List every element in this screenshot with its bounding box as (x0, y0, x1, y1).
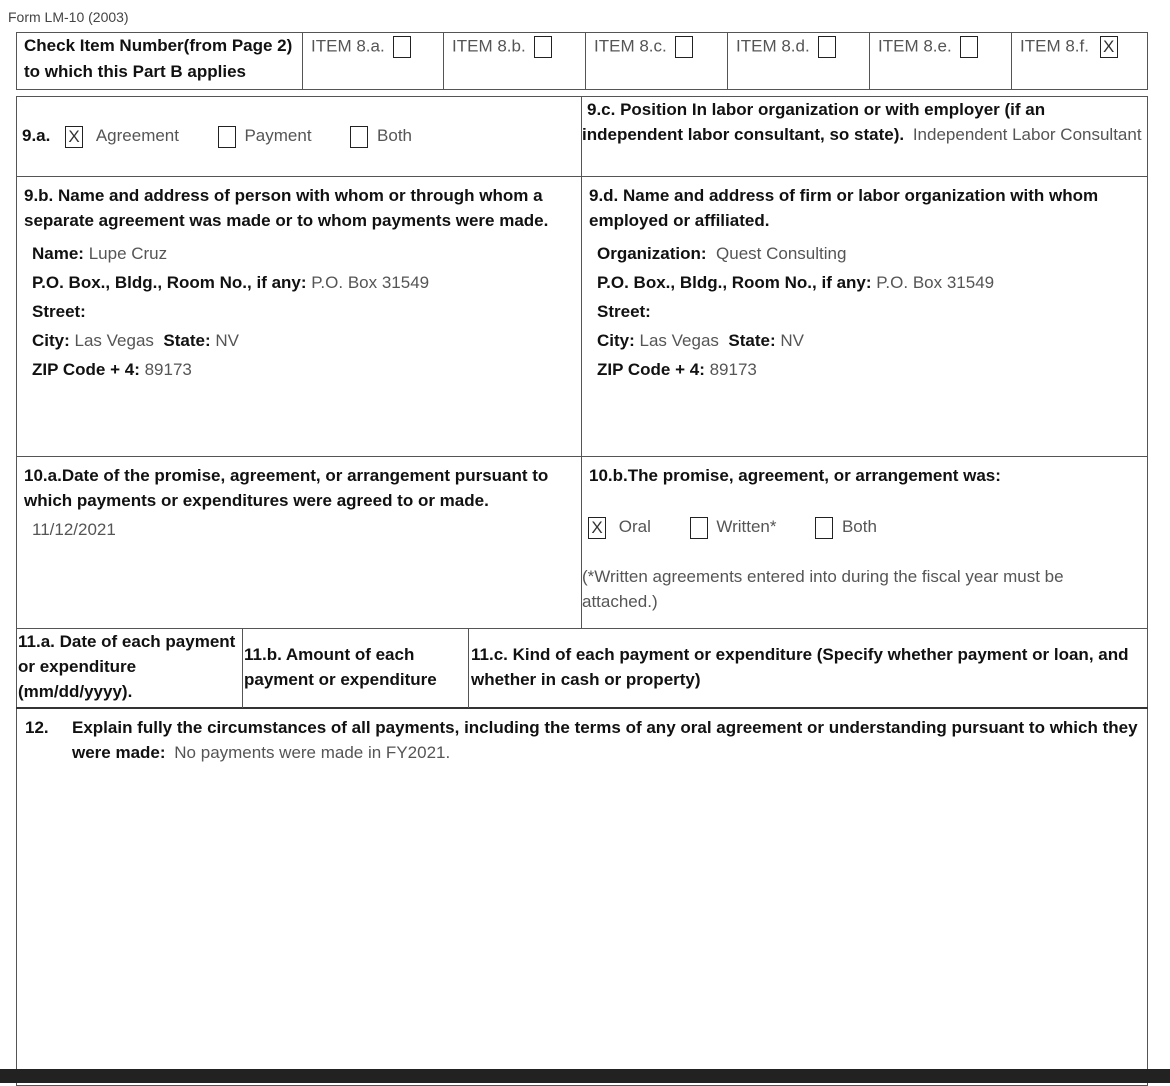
s10b-num: 10.b. (589, 466, 628, 485)
item-8f-checkbox[interactable]: X (1100, 36, 1118, 58)
item-8c-checkbox[interactable] (675, 36, 693, 58)
s10a-num: 10.a. (24, 466, 62, 485)
s9d-zip-value: 89173 (709, 360, 757, 379)
s9b-pobox-value: P.O. Box 31549 (311, 273, 430, 292)
item-8b-checkbox[interactable] (534, 36, 552, 58)
s9d-city-label: City: (597, 331, 635, 350)
item-8f (1011, 33, 1148, 89)
s12-label: Explain fully the circumstances of all payments, including the terms of any oral agreement or understanding pursuant to which they were made: (72, 718, 1138, 762)
s10b-options (588, 512, 877, 541)
s9d-street-label: Street: (597, 302, 651, 321)
divider-v-11b (468, 628, 469, 708)
s9d-label: 9.d. Name and address of firm or labor organization with whom employed or affiliated. (589, 186, 1099, 230)
s10a-value: 11/12/2021 (32, 520, 116, 539)
section-12 (72, 715, 1142, 765)
s9b-name-label: Name: (32, 244, 84, 263)
agreement-checkbox[interactable]: X (65, 126, 83, 148)
item-8d-checkbox[interactable] (818, 36, 836, 58)
s9d-fields (597, 239, 994, 384)
both-checkbox-9a[interactable] (350, 126, 368, 148)
payment-label: Payment (244, 126, 312, 145)
form-label: Form LM-10 (2003) (8, 9, 129, 25)
item-8e (869, 33, 1011, 89)
written-checkbox[interactable] (690, 517, 708, 539)
item-8a-checkbox[interactable] (393, 36, 411, 58)
s9c-value: Independent Labor Consultant (912, 125, 1142, 144)
s9b-zip-label: ZIP Code + 4: (32, 360, 140, 379)
item-8f-label: ITEM 8.f. (1020, 36, 1089, 56)
s9b-zip-value: 89173 (144, 360, 192, 379)
s9d-pobox-label: P.O. Box., Bldg., Room No., if any: (597, 273, 872, 292)
s12-num: 12. (25, 718, 49, 737)
s12-value: No payments were made in FY2021. (174, 743, 451, 762)
divider-v-11a (242, 628, 243, 708)
item-8b-label: ITEM 8.b. (452, 36, 526, 56)
s9c-label: 9.c. Position In labor organization or with employer (if an independent labor consultant, so state). (582, 100, 1046, 144)
item-8c-label: ITEM 8.c. (594, 36, 667, 56)
check-item-label: Check Item Number(from Page 2) to which this Part B applies (24, 36, 293, 81)
s9b-state-label: State: (163, 331, 211, 350)
s9b-fields (32, 239, 429, 384)
both-label-10b: Both (841, 517, 877, 536)
section-9a (22, 121, 412, 150)
s9b-name-value: Lupe Cruz (88, 244, 168, 263)
item-8d-label: ITEM 8.d. (736, 36, 810, 56)
item-8e-label: ITEM 8.e. (878, 36, 952, 56)
s9a-label: 9.a. (22, 126, 51, 145)
both-checkbox-10b[interactable] (815, 517, 833, 539)
s9b-street-label: Street: (32, 302, 86, 321)
s9d-zip-label: ZIP Code + 4: (597, 360, 705, 379)
s9d-org-label: Organization: (597, 244, 707, 263)
bottom-bar (0, 1069, 1170, 1083)
divider-h-9a (16, 176, 1148, 177)
divider-h-11 (16, 707, 1148, 709)
item-8d (727, 33, 869, 89)
s11b-label: 11.b. Amount of each payment or expenditure (244, 645, 437, 689)
s9d-pobox-value: P.O. Box 31549 (876, 273, 995, 292)
s9b-city-label: City: (32, 331, 70, 350)
s10b-note: (*Written agreements entered into during the fiscal year must be attached.) (582, 567, 1064, 611)
s10b-label: The promise, agreement, or arrangement was: (627, 466, 1001, 485)
oral-label: Oral (618, 517, 651, 536)
s11a-label: 11.a. Date of each payment or expenditure (mm/dd/yyyy). (18, 632, 236, 701)
s9b-label: 9.b. Name and address of person with whom or through whom a separate agreement was made or to whom payments were made. (24, 186, 549, 230)
s9d-org-value: Quest Consulting (716, 244, 847, 263)
item-8b (443, 33, 585, 89)
s10a-label: Date of the promise, agreement, or arrangement pursuant to which payments or expenditures were agreed to or made. (24, 466, 549, 510)
item-8e-checkbox[interactable] (960, 36, 978, 58)
s9d-city-value: Las Vegas (639, 331, 719, 350)
section-10b-label (589, 463, 1139, 488)
payment-checkbox[interactable] (218, 126, 236, 148)
agreement-label: Agreement (95, 126, 179, 145)
s11c-label: 11.c. Kind of each payment or expenditure (Specify whether payment or loan, and whether in cash or property) (471, 645, 1129, 689)
item-8c (585, 33, 727, 89)
s9b-pobox-label: P.O. Box., Bldg., Room No., if any: (32, 273, 307, 292)
item-8a-label: ITEM 8.a. (311, 36, 385, 56)
s9d-state-label: State: (728, 331, 776, 350)
s9b-state-value: NV (215, 331, 239, 350)
divider-h-9b (16, 456, 1148, 457)
s9d-state-value: NV (780, 331, 804, 350)
oral-checkbox[interactable]: X (588, 517, 606, 539)
item-8a (302, 33, 444, 89)
both-label-9a: Both (377, 126, 413, 145)
s9b-city-value: Las Vegas (74, 331, 154, 350)
written-label: Written* (716, 517, 777, 536)
section-10a-label (24, 463, 564, 513)
section-9c (582, 97, 1146, 147)
